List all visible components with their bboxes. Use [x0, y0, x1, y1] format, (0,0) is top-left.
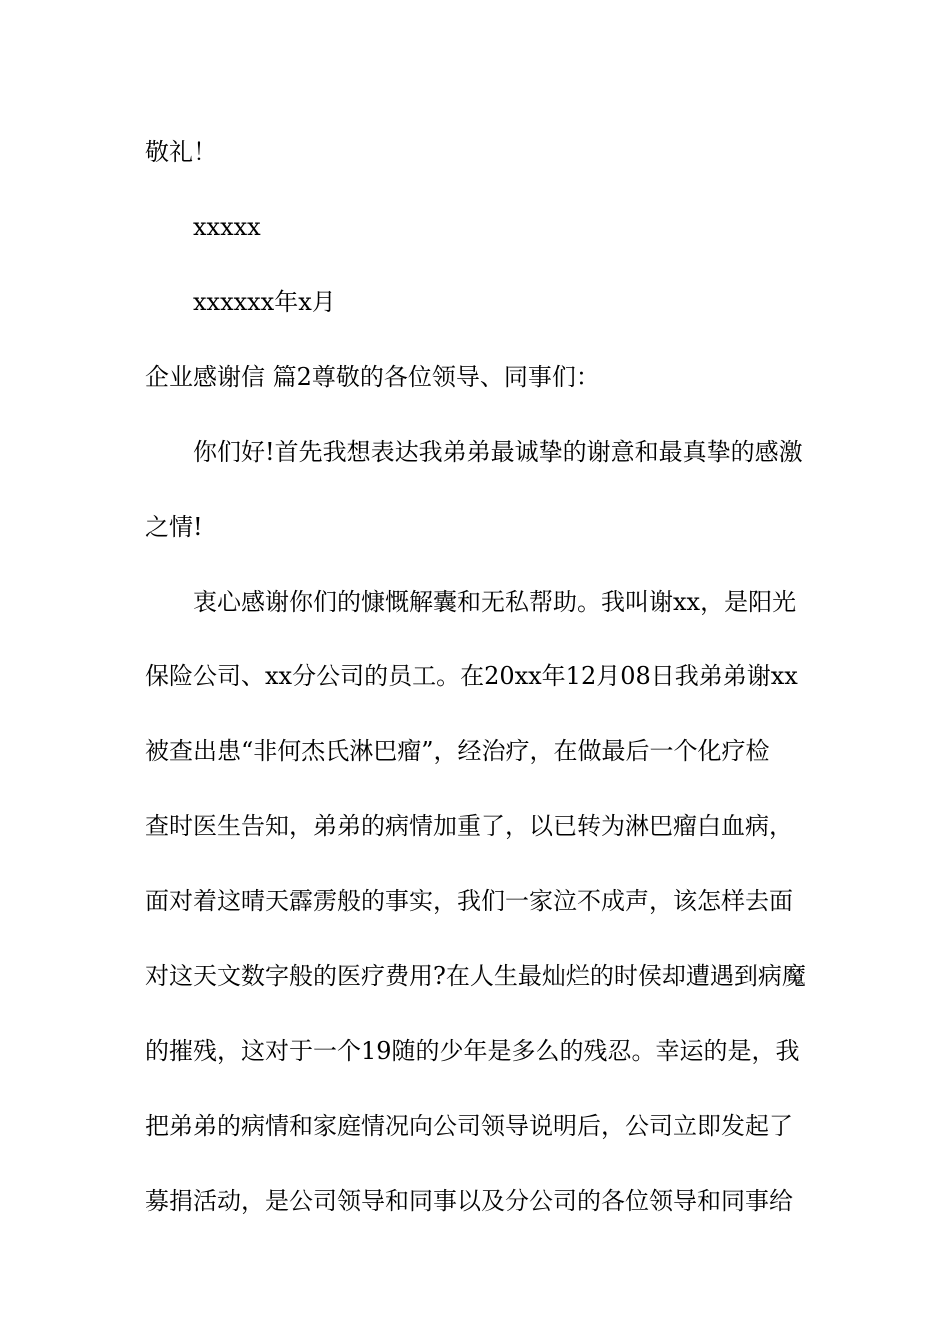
body-line: 把弟弟的病情和家庭情况向公司领导说明后，公司立即发起了: [145, 1112, 793, 1140]
closing-salutation: 敬礼！: [145, 138, 217, 166]
letter-heading: 企业感谢信 篇2尊敬的各位领导、同事们：: [145, 363, 600, 391]
body-line: 对这天文数字般的医疗费用?在人生最灿烂的时侯却遭遇到病魔: [145, 962, 806, 990]
body-line: 衷心感谢你们的慷慨解囊和无私帮助。我叫谢xx，是阳光: [193, 588, 797, 616]
body-line: 保险公司、xx分公司的员工。在20xx年12月08日我弟弟谢xx: [145, 662, 798, 690]
signature-date: xxxxxx年x月: [193, 288, 336, 316]
body-line: 的摧残，这对于一个19随的少年是多么的残忍。幸运的是，我: [145, 1037, 800, 1065]
body-line: 你们好!首先我想表达我弟弟最诚挚的谢意和最真挚的感激: [193, 438, 803, 466]
body-line: 之情!: [145, 513, 203, 541]
signature-name: xxxxx: [193, 213, 261, 241]
body-line: 被查出患“非何杰氏淋巴瘤”，经治疗，在做最后一个化疗检: [145, 737, 770, 765]
body-line: 查时医生告知，弟弟的病情加重了，以已转为淋巴瘤白血病，: [145, 812, 793, 840]
body-line: 面对着这晴天霹雳般的事实，我们一家泣不成声，该怎样去面: [145, 887, 793, 915]
body-line: 募捐活动，是公司领导和同事以及分公司的各位领导和同事给: [145, 1187, 793, 1215]
